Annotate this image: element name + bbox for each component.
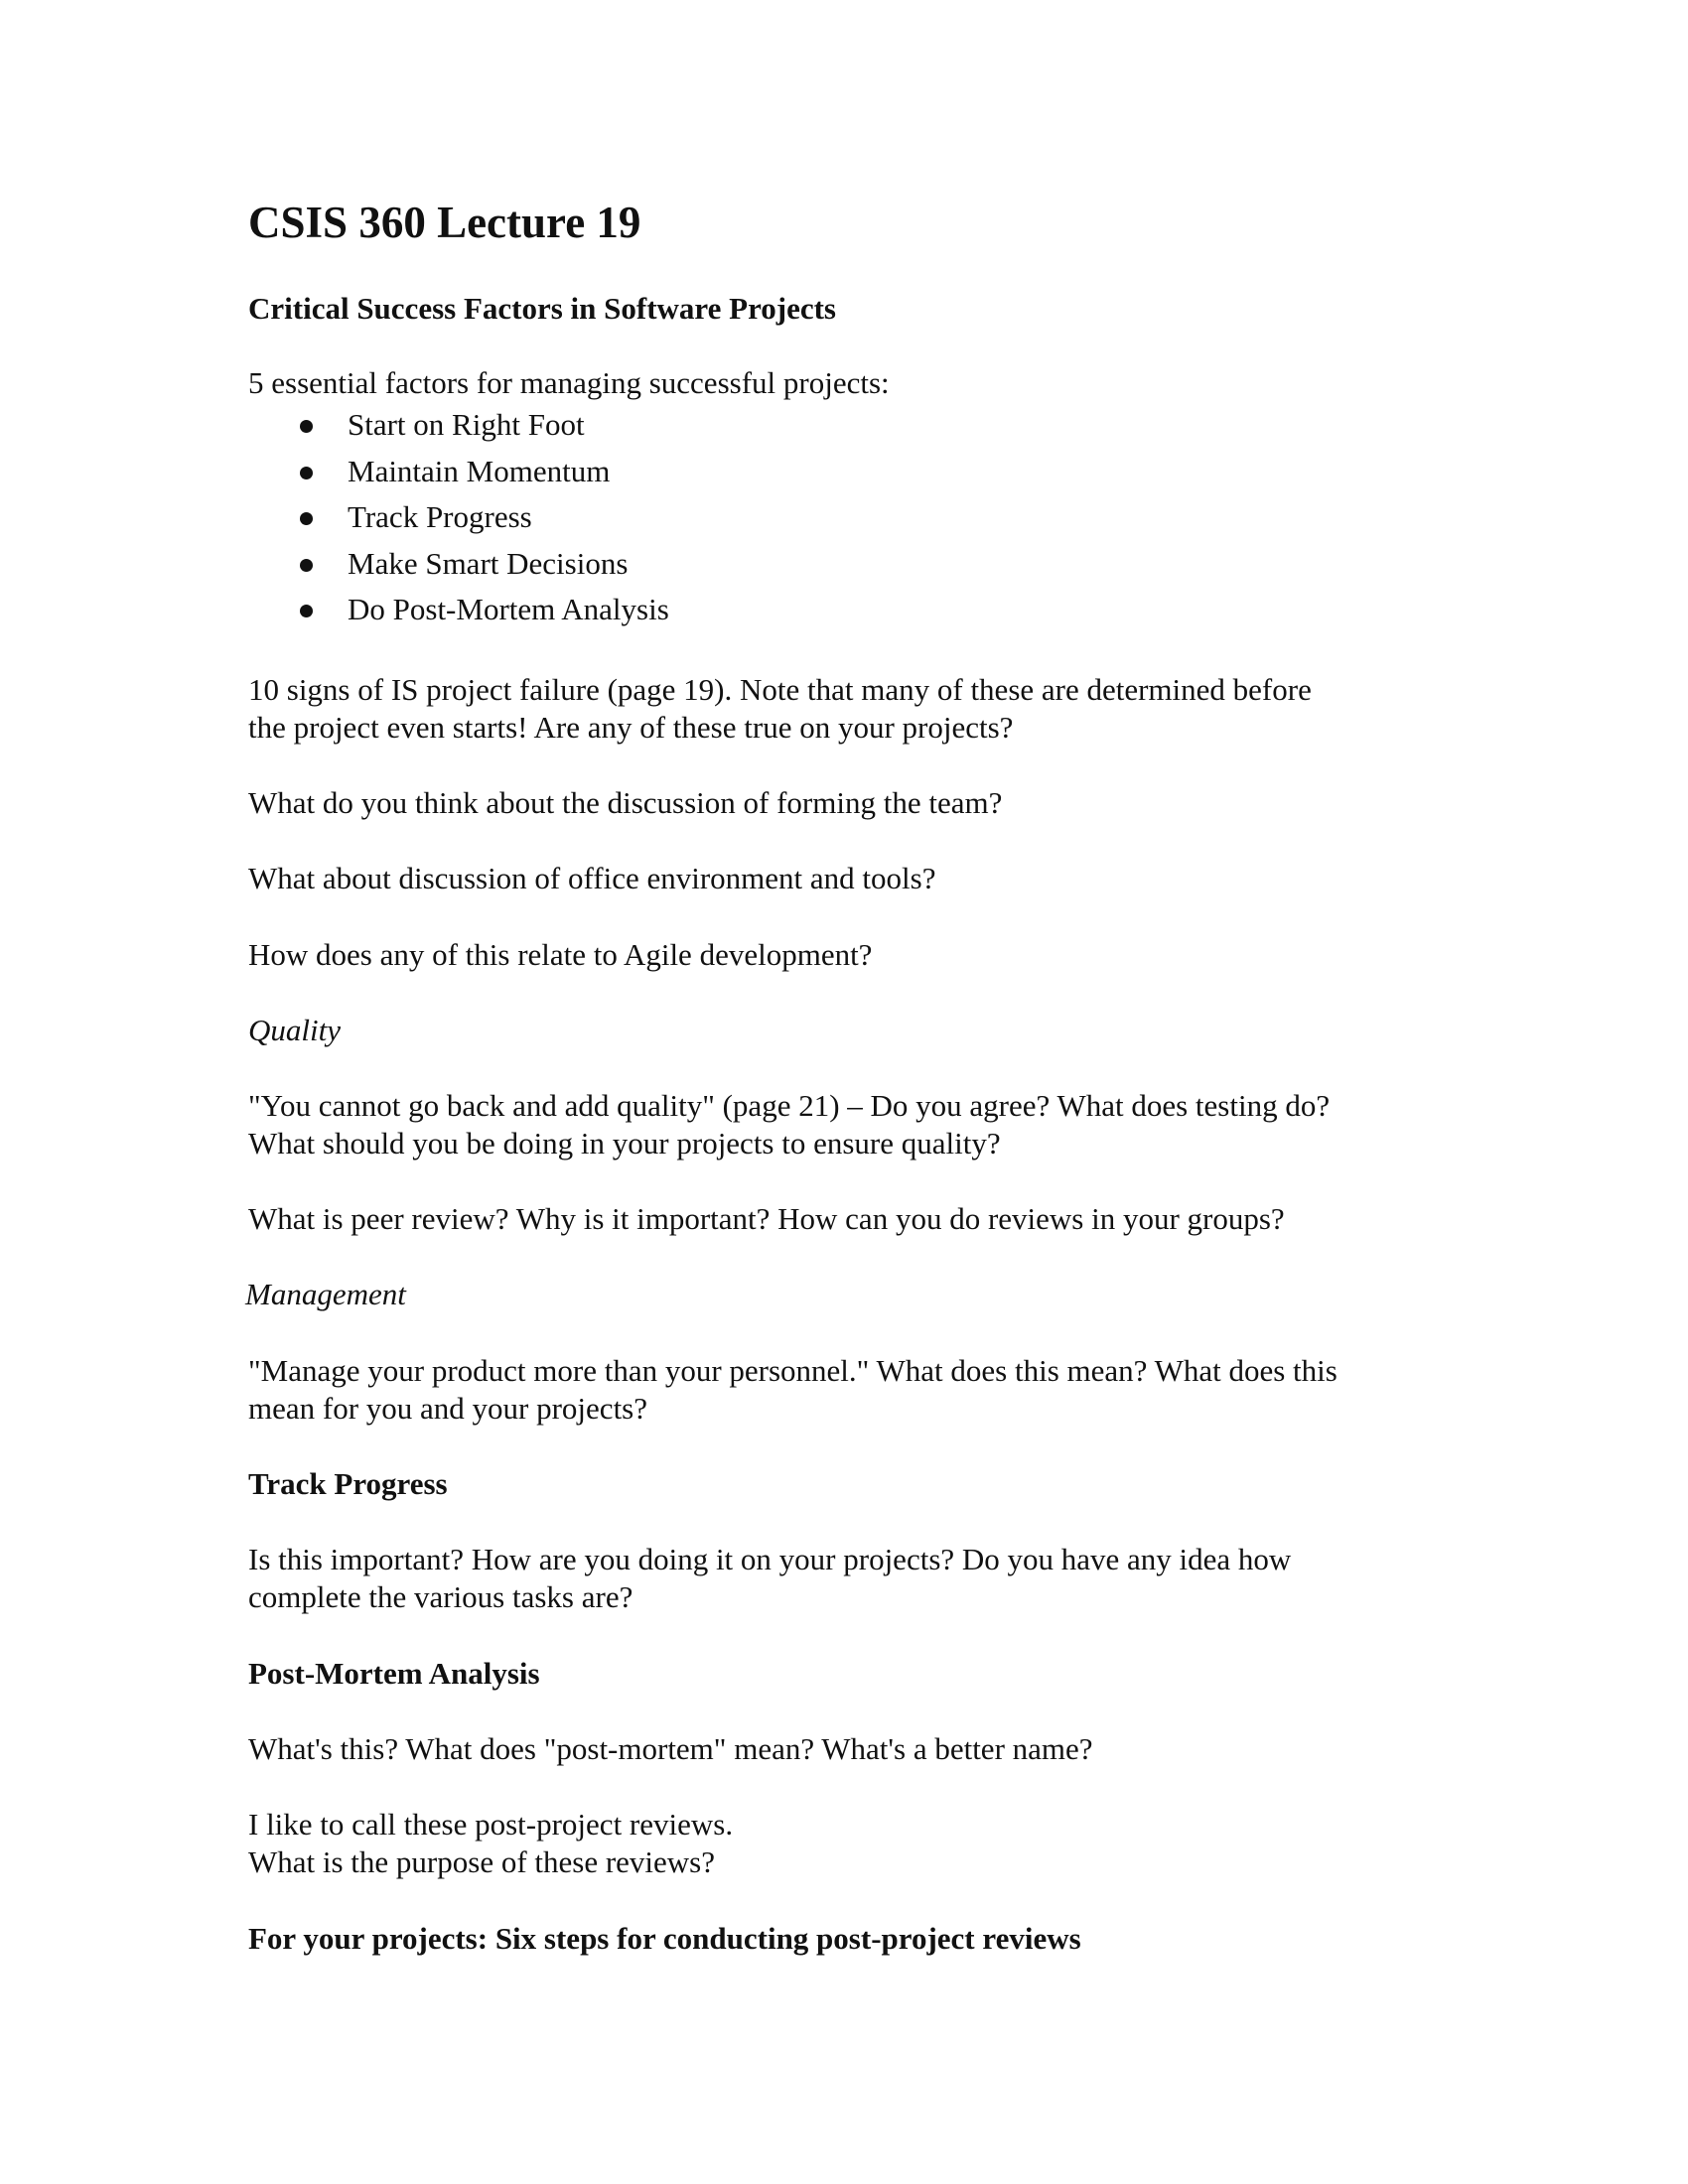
quality-paragraph-line-2: What should you be doing in your projects to ensure quality? bbox=[248, 1126, 1001, 1160]
bullet-icon bbox=[300, 467, 313, 479]
factors-intro: 5 essential factors for managing successful projects: bbox=[248, 365, 890, 400]
management-paragraph-line-2: mean for you and your projects? bbox=[248, 1391, 648, 1426]
list-item bbox=[248, 591, 669, 637]
list-item bbox=[248, 545, 669, 592]
list-item bbox=[248, 453, 669, 499]
track-paragraph-line-2: complete the various tasks are? bbox=[248, 1579, 633, 1614]
list-item-text: Track Progress bbox=[348, 499, 532, 534]
signs-paragraph-line-1: 10 signs of IS project failure (page 19). Note that many of these are determined before bbox=[248, 672, 1312, 707]
bullet-icon bbox=[300, 512, 313, 525]
bullet-icon bbox=[300, 559, 313, 572]
bullet-icon bbox=[300, 605, 313, 617]
post-project-paragraph-line-2: What is the purpose of these reviews? bbox=[248, 1844, 716, 1879]
management-paragraph-line-1: "Manage your product more than your personnel." What does this mean? What does this bbox=[248, 1353, 1337, 1388]
heading-management: Management bbox=[245, 1277, 406, 1311]
post-project-paragraph-line-1: I like to call these post-project reviews. bbox=[248, 1807, 734, 1842]
track-paragraph-line-1: Is this important? How are you doing it on your projects? Do you have any idea how bbox=[248, 1542, 1292, 1576]
question-office: What about discussion of office environment and tools? bbox=[248, 861, 936, 895]
heading-quality: Quality bbox=[248, 1013, 341, 1047]
question-team: What do you think about the discussion of forming the team? bbox=[248, 785, 1003, 820]
list-item-text: Make Smart Decisions bbox=[348, 545, 629, 581]
question-peer-review: What is peer review? Why is it important? How can you do reviews in your groups? bbox=[248, 1201, 1285, 1236]
factors-list bbox=[248, 406, 669, 637]
bullet-icon bbox=[300, 420, 313, 433]
question-post-mortem: What's this? What does "post-mortem" mean? What's a better name? bbox=[248, 1731, 1093, 1766]
quality-paragraph-line-1: "You cannot go back and add quality" (page 21) – Do you agree? What does testing do? bbox=[248, 1088, 1331, 1123]
page-title: CSIS 360 Lecture 19 bbox=[248, 198, 641, 247]
heading-post-mortem: Post-Mortem Analysis bbox=[248, 1656, 540, 1691]
list-item-text: Start on Right Foot bbox=[348, 407, 585, 442]
list-item-text: Do Post-Mortem Analysis bbox=[348, 592, 669, 626]
heading-critical-success-factors: Critical Success Factors in Software Projects bbox=[248, 291, 836, 326]
list-item-text: Maintain Momentum bbox=[348, 453, 611, 488]
list-item bbox=[248, 406, 669, 453]
list-item bbox=[248, 498, 669, 545]
heading-six-steps: For your projects: Six steps for conducting post-project reviews bbox=[248, 1921, 1081, 1956]
signs-paragraph-line-2: the project even starts! Are any of these true on your projects? bbox=[248, 710, 1014, 745]
question-agile: How does any of this relate to Agile development? bbox=[248, 937, 873, 972]
heading-track-progress: Track Progress bbox=[248, 1466, 448, 1501]
